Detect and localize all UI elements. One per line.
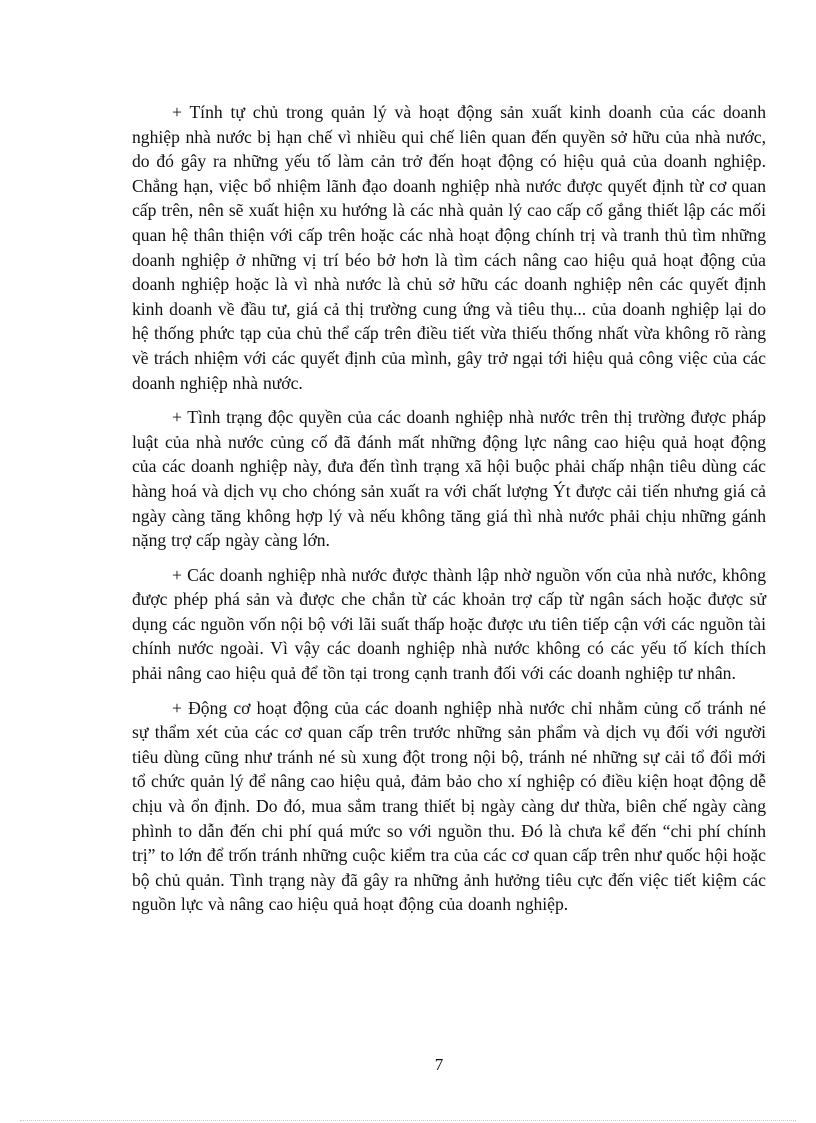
page-number: 7 [434,1055,444,1074]
paragraph-monopoly: + Tình trạng độc quyền của các doanh nghiệp nhà nước trên thị trường được pháp luật của nhà nước củng cố đã đánh mất những động lực nâng cao hiệu quả hoạt động của các doanh nghiệp này, đưa đến tình trạng xã hội buộc phải chấp nhận tiêu dùng các hàng hoá và dịch vụ cho chóng sản xuất ra với chất lượng Ýt được cải tiến nhưng giá cả ngày càng tăng không hợp lý và nếu không tăng giá thì nhà nước phải chịu những gánh nặng trợ cấp ngày càng lớn. [132,407,766,551]
paragraph-motivation: + Động cơ hoạt động của các doanh nghiệp nhà nước chỉ nhằm củng cố tránh né sự thẩm xét của các cơ quan cấp trên trước những sản phẩm và dịch vụ đối với người tiêu dùng cũng như tránh né sù xung đột trong nội bộ, tránh né những sự cải tổ đổi mới tổ chức quản lý để nâng cao hiệu quả, đảm bảo cho xí nghiệp có điều kiện hoạt động dễ chịu và ổn định. Do đó, mua sắm trang thiết bị ngày càng dư thừa, biên chế ngày càng phình to dẫn đến chi phí quá mức so với nguồn thu. Đó là chưa kể đến “chi phí chính trị” to lớn để trốn tránh những cuộc kiểm tra của các cơ quan cấp trên như quốc hội hoặc bộ chủ quản. Tình trạng này đã gây ra những ảnh hưởng tiêu cực đến việc tiết kiệm các nguồn lực và nâng cao hiệu quả hoạt động của doanh nghiệp. [132,697,766,915]
paragraph-autonomy: + Tính tự chủ trong quản lý và hoạt động sản xuất kinh doanh của các doanh nghiệp nhà nước bị hạn chế vì nhiều qui chế liên quan đến quyền sở hữu của nhà nước, do đó gây ra những yếu tố làm cản trở đến hoạt động có hiệu quả của doanh nghiệp. Chẳng hạn, việc bổ nhiệm lãnh đạo doanh nghiệp nhà nước được quyết định từ cơ quan cấp trên, nên sẽ xuất hiện xu hướng là các nhà quản lý cao cấp cố gắng thiết lập các mối quan hệ thân thiện với cấp trên hoặc các nhà hoạt động chính trị và tranh thủ tìm những doanh nghiệp ở những vị trí béo bở hơn là tìm cách nâng cao hiệu quả hoạt động của doanh nghiệp hoặc là vì nhà nước là chủ sở hữu các doanh nghiệp nên các quyết định kinh doanh về đầu tư, giá cả thị trường cung ứng và tiêu thụ... của doanh nghiệp lại do hệ thống phức tạp của chủ thể cấp trên điều tiết vừa thiếu thống nhất vừa không rõ ràng về trách nhiệm với các quyết định của mình, gây trở ngại tới hiệu quả công việc của các doanh nghiệp nhà nước. [132,102,766,393]
body-text [132,100,766,927]
page-bottom-divider [20,1120,796,1121]
paragraph-capital: + Các doanh nghiệp nhà nước được thành lập nhờ nguồn vốn của nhà nước, không được phép phá sản và được che chắn từ các khoản trợ cấp từ ngân sách hoặc được sử dụng các nguồn vốn nội bộ với lãi suất thấp hoặc được ưu tiên tiếp cận với các nguồn tài chính nước ngoài. Vì vậy các doanh nghiệp nhà nước không có các yếu tố kích thích phải nâng cao hiệu quả để tồn tại trong cạnh tranh đối với các doanh nghiệp tư nhân. [132,564,766,684]
